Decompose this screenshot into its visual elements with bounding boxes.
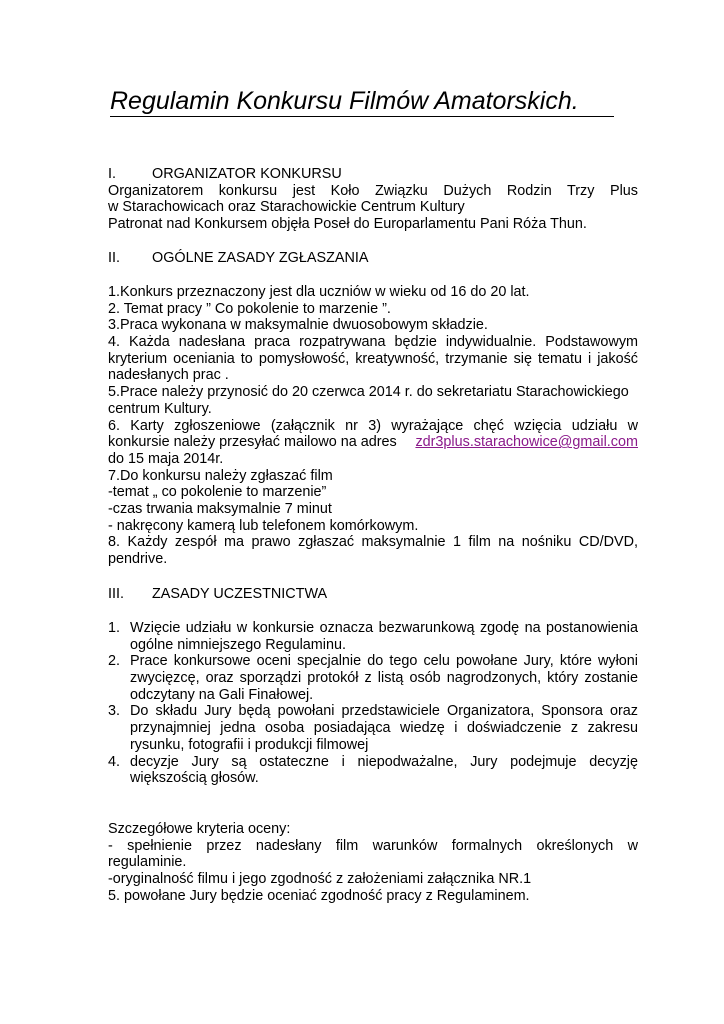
list-item-line: odczytany na Gali Finałowej.	[130, 686, 314, 703]
list-item	[108, 653, 638, 703]
list-item-number: 4.	[108, 753, 121, 770]
paragraph-line: 7.Do konkursu należy zgłaszać film	[108, 467, 333, 484]
email-link[interactable]: zdr3plus.starachowice@gmail.com	[415, 434, 638, 451]
list-item-line: większością głosów.	[130, 770, 259, 787]
paragraph-line: -czas trwania maksymalnie 7 minut	[108, 500, 332, 517]
list-item-line: Prace konkursowe oceni specjalnie do tego celu powołane Jury, które wyłoni	[130, 653, 638, 670]
email-intro-text: konkursie należy przesyłać mailowo na adres	[108, 434, 397, 451]
section-heading	[108, 586, 638, 603]
section-number: II.	[108, 250, 120, 266]
list-item-line: ogólne nimniejszego Regulaminu.	[130, 636, 346, 653]
paragraph-line: regulaminie.	[108, 854, 187, 871]
paragraph-line: nadesłanych prac .	[108, 367, 229, 384]
section-organizer	[108, 166, 638, 233]
section-heading	[108, 250, 638, 267]
paragraph-line: 8. Każdy zespół ma prawo zgłaszać maksymalnie 1 film na nośniku CD/DVD,	[108, 534, 638, 551]
paragraph-line: - nakręcony kamerą lub telefonem komórkowym.	[108, 517, 419, 534]
paragraph-line: 6. Karty zgłoszeniowe (załącznik nr 3) wyrażające chęć wzięcia udziału w	[108, 417, 638, 434]
section-heading	[108, 166, 638, 183]
paragraph-line: Organizatorem konkursu jest Koło Związku Dużych Rodzin Trzy Plus	[108, 182, 638, 199]
section-title: ZASADY UCZESTNICTWA	[152, 586, 328, 602]
paragraph-line: -oryginalność filmu i jego zgodność z założeniami załącznika NR.1	[108, 871, 532, 888]
section-general-rules	[108, 250, 638, 267]
paragraph-line: 5.Prace należy przynosić do 20 czerwca 2014 r. do sekretariatu Starachowickiego	[108, 384, 629, 401]
paragraph-line: do 15 maja 2014r.	[108, 450, 224, 467]
list-item-number: 1.	[108, 620, 121, 636]
list-item-number: 3.	[108, 703, 121, 720]
list-item-line: Do składu Jury będą powołani przedstawiciele Organizatora, Sponsora oraz	[130, 703, 638, 720]
section-number: III.	[108, 586, 124, 602]
paragraph-line: -temat „ co pokolenie to marzenie”	[108, 484, 327, 501]
paragraph-line: Patronat nad Konkursem objęła Poseł do Europarlamentu Pani Róża Thun.	[108, 216, 587, 233]
section-participation	[108, 586, 638, 603]
paragraph-line: 2. Temat pracy ” Co pokolenie to marzenie ”.	[108, 300, 391, 317]
list-item	[108, 754, 638, 787]
paragraph-line	[108, 434, 638, 451]
title-underline	[110, 116, 614, 117]
list-item-line: zwycięzcę, oraz sporządzi protokół z listą osób nagrodzonych, który zostanie	[130, 670, 638, 687]
list-item-line: decyzje Jury są ostateczne i niepodważalne, Jury podejmuje decyzję	[130, 753, 638, 770]
criteria-heading: Szczegółowe kryteria oceny:	[108, 821, 291, 837]
evaluation-criteria	[108, 821, 638, 904]
list-item-line: Wzięcie udziału w konkursie oznacza bezwarunkową zgodę na postanowienia	[130, 620, 638, 636]
list-item-line: rysunku, fotografii i produkcji filmowej	[130, 736, 369, 753]
paragraph-line: - spełnienie przez nadesłany film warunków formalnych określonych w	[108, 837, 638, 854]
list-item-number: 2.	[108, 653, 121, 670]
list-item	[108, 620, 638, 653]
section-number: I.	[108, 166, 116, 182]
paragraph-line: 3.Praca wykonana w maksymalnie dwuosobowym składzie.	[108, 317, 488, 334]
section-title: OGÓLNE ZASADY ZGŁASZANIA	[152, 250, 369, 266]
general-rules-body	[108, 284, 638, 568]
document-title: Regulamin Konkursu Filmów Amatorskich.	[110, 87, 579, 115]
paragraph-line: 4. Każda nadesłana praca rozpatrywana będzie indywidualnie. Podstawowym	[108, 334, 638, 351]
paragraph-line: 5. powołane Jury będzie oceniać zgodność pracy z Regulaminem.	[108, 887, 530, 904]
paragraph-line: kryterium oceniania to pomysłowość, kreatywność, trzymanie się tematu i jakość	[108, 350, 638, 367]
paragraph-line: pendrive.	[108, 551, 168, 567]
list-item	[108, 703, 638, 753]
section-title: ORGANIZATOR KONKURSU	[152, 166, 342, 182]
paragraph-line: 1.Konkurs przeznaczony jest dla uczniów w wieku od 16 do 20 lat.	[108, 284, 530, 300]
paragraph-line: w Starachowicach oraz Starachowickie Centrum Kultury	[108, 199, 465, 216]
list-item-line: przynajmniej jedna osoba posiadająca wiedzę i doświadczenie z zakresu	[130, 720, 638, 737]
paragraph-line: centrum Kultury.	[108, 400, 212, 417]
participation-list	[108, 620, 638, 787]
